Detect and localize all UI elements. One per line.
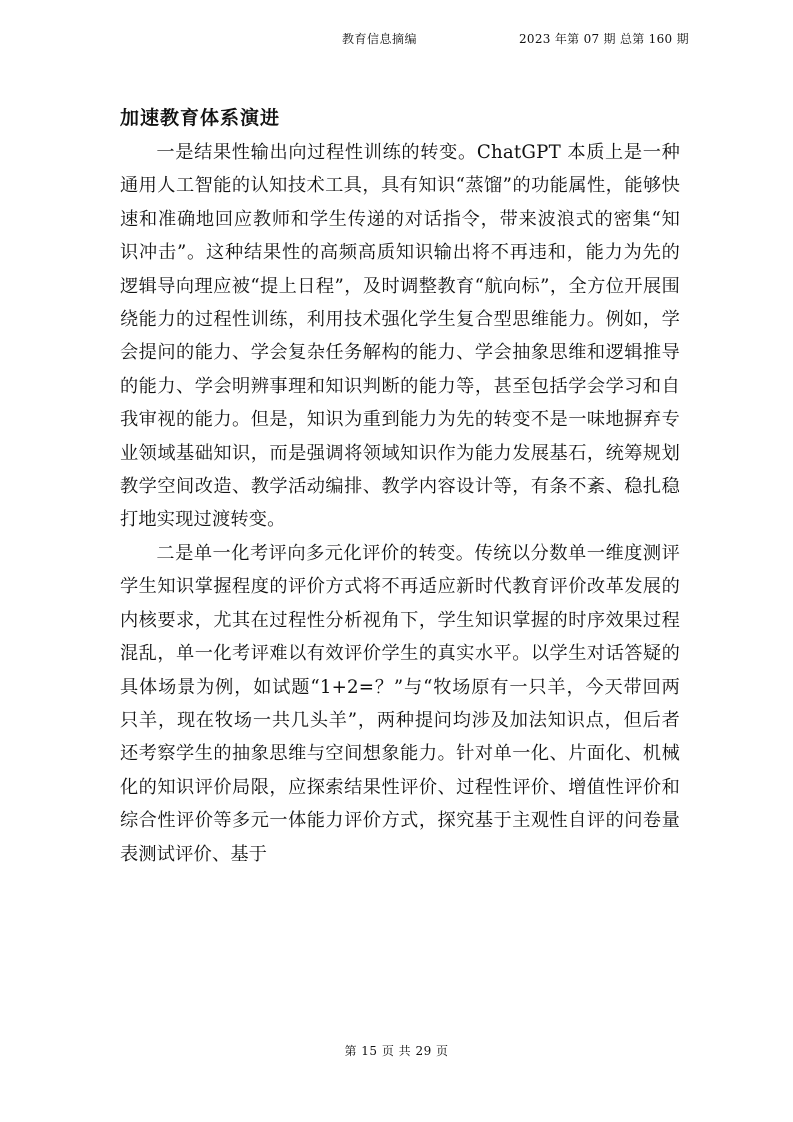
issue-info: 2023 年第 07 期 总第 160 期 [519,32,689,46]
page-header [0,24,793,50]
article-body [120,101,680,871]
header-divider [120,49,680,50]
page-number: 第 15 页 共 29 页 [344,1044,449,1058]
publication-name: 教育信息摘编 [342,32,418,46]
paragraph-outcome-to-process: 一是结果性输出向过程性训练的转变。ChatGPT 本质上是一种通用人工智能的认知技术工具，具有知识“蒸馏”的功能属性，能够快速和准确地回应教师和学生传递的对话指令，带来波浪式的密集“知识冲击”。这种结果性的高频高质知识输出将不再违和，能力为先的逻辑导向理应被“提上日程”，及时调整教育“航向标”，全方位开展围绕能力的过程性训练，利用技术强化学生复合型思维能力。例如，学会提问的能力、学会复杂任务解构的能力、学会抽象思维和逻辑推导的能力、学会明辨事理和知识判断的能力等，甚至包括学会学习和自我审视的能力。但是，知识为重到能力为先的转变不是一味地摒弃专业领域基础知识，而是强调将领域知识作为能力发展基石，统筹规划教学空间改造、教学活动编排、教学内容设计等，有条不紊、稳扎稳打地实现过渡转变。 [120,142,680,531]
section-title: 加速教育体系演进 [120,107,281,129]
paragraph-single-to-diverse-evaluation: 二是单一化考评向多元化评价的转变。传统以分数单一维度测评学生知识掌握程度的评价方式将不再适应新时代教育评价改革发展的内核要求，尤其在过程性分析视角下，学生知识掌握的时序效果过程混乱，单一化考评难以有效评价学生的真实水平。以学生对话答疑的具体场景为例，如试题“1+2=？”与“牧场原有一只羊，今天带回两只羊，现在牧场一共几头羊”，两种提问均涉及加法知识点，但后者还考察学生的抽象思维与空间想象能力。针对单一化、片面化、机械化的知识评价局限，应探索结果性评价、过程性评价、增值性评价和综合性评价等多元一体能力评价方式，探究基于主观性自评的问卷量表测试评价、基于 [120,542,680,865]
